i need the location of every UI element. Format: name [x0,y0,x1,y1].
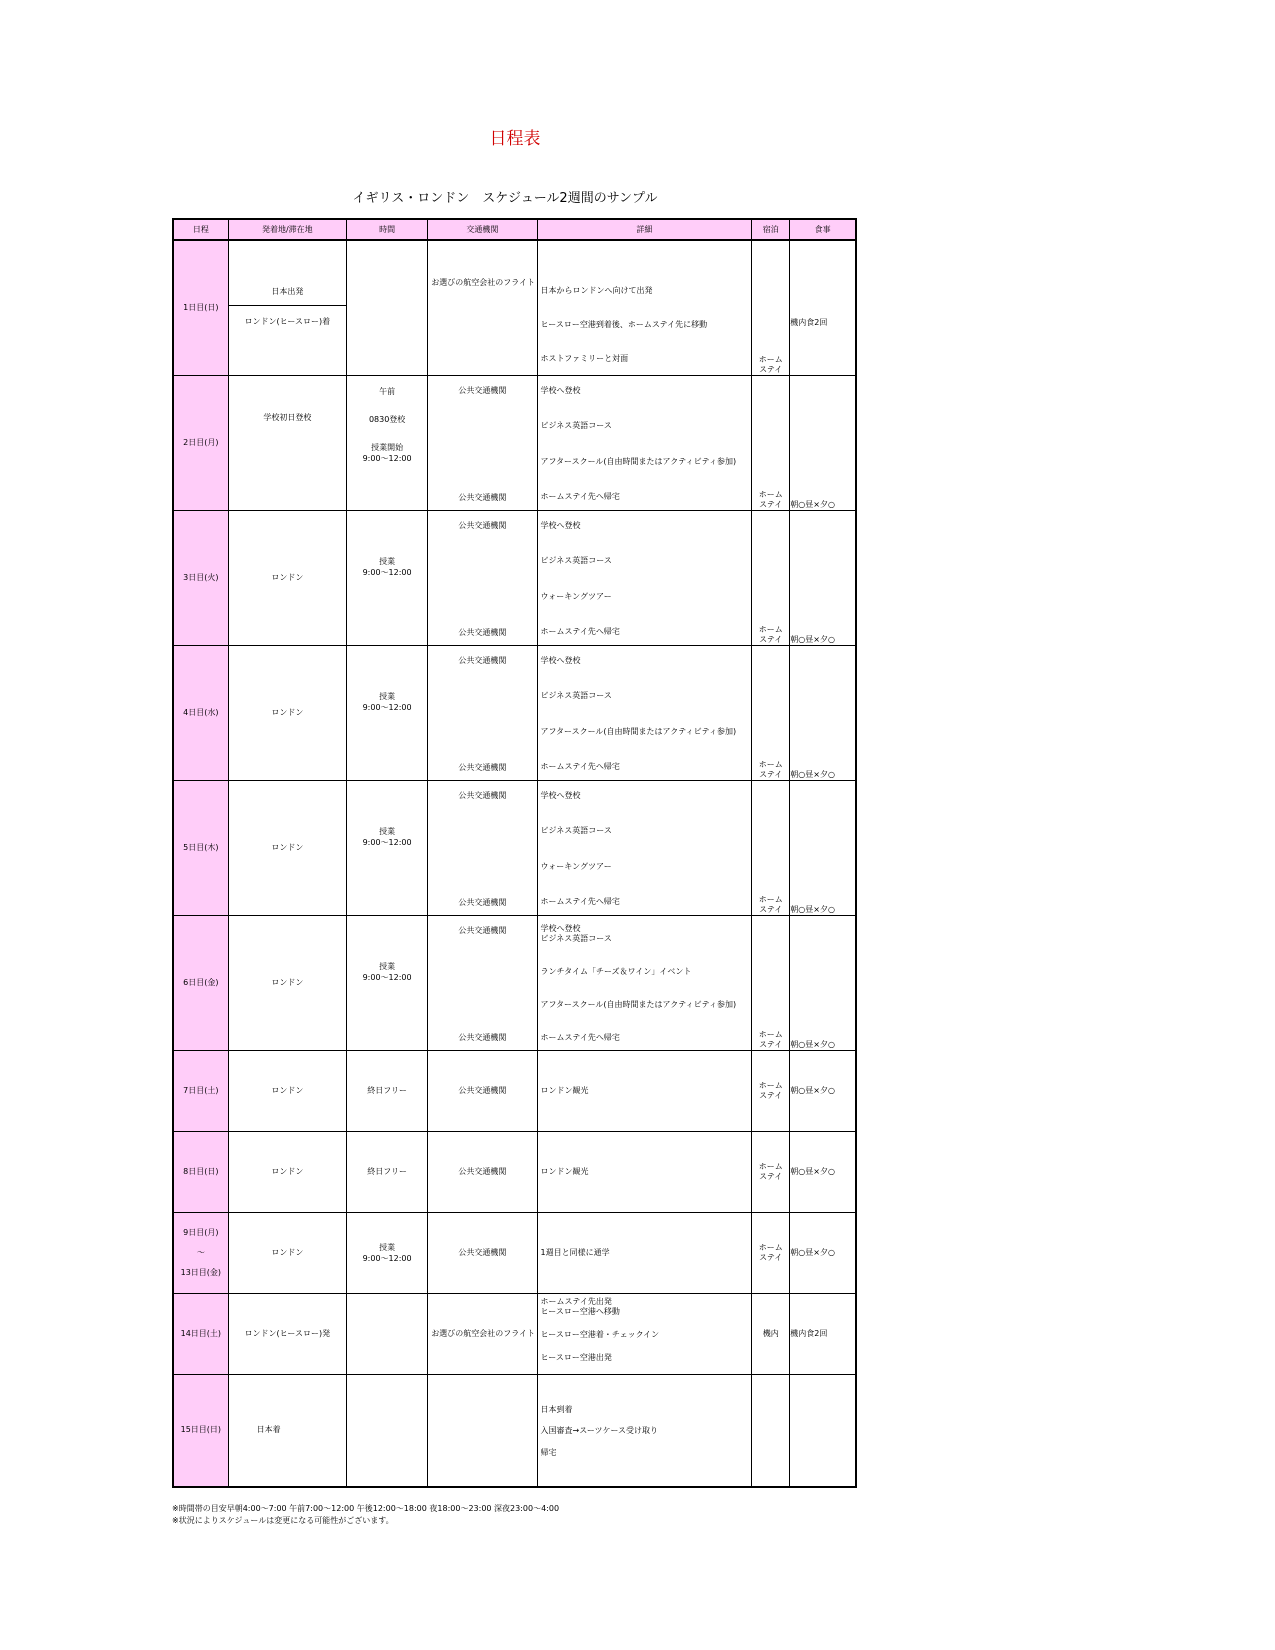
table-row [173,1374,856,1487]
transport-cell [428,915,537,1050]
day-label: 14日目(土) [180,1328,222,1338]
time-label: 午前 [379,386,396,396]
detail-line: ビジネス英語コース [540,556,612,566]
stay-cell [752,1212,790,1293]
time-label: 授業 9:00～12:00 [362,556,412,577]
transport-label: 公共交通機関 [458,790,507,800]
transport-label: 公共交通機関 [458,897,507,907]
transport-label: お選びの航空会社のフライト [431,1328,535,1338]
day-cell [173,1293,228,1374]
footnote-time-ranges: ※時間帯の目安早朝4:00～7:00 午前7:00～12:00 午後12:00～18:00 夜18:00～23:00 深夜23:00～4:00 [172,1504,560,1513]
time-cell [347,1374,428,1487]
details-cell [537,510,752,645]
footnote-change-notice: ※状況によりスケジュールは変更になる可能性がございます。 [172,1516,394,1525]
place-cell [228,645,346,780]
header-time: 時間 [347,219,428,240]
stay-cell [752,1293,790,1374]
place-label: ロンドン [271,1085,304,1095]
day-cell [173,1374,228,1487]
meal-label: 朝○昼×夕○ [790,1085,835,1095]
detail-line: 学校へ登校 [540,790,581,800]
transport-cell [428,375,537,510]
day-label: 8日目(日) [183,1166,219,1176]
transport-label: 公共交通機関 [458,1166,507,1176]
time-cell [347,1212,428,1293]
stay-label: ホーム ステイ [758,1161,783,1181]
time-label: 0830登校 [368,414,406,424]
meal-cell [790,240,856,375]
meal-label: 朝○昼×夕○ [790,769,835,779]
table-row [173,375,856,510]
day-label: 6日目(金) [183,977,219,987]
time-label: 授業 9:00～12:00 [362,961,412,982]
transport-label: 公共交通機関 [458,520,507,530]
meal-cell [790,510,856,645]
details-cell [537,1050,752,1131]
page-subtitle: イギリス・ロンドン スケジュール2週間のサンプル [352,191,658,206]
transport-label: 公共交通機関 [458,1085,507,1095]
table-row [173,915,856,1050]
place-label: ロンドン [271,842,304,852]
meal-label: 朝○昼×夕○ [790,1039,835,1049]
stay-cell [752,915,790,1050]
detail-line: ホームステイ先へ帰宅 [540,627,620,637]
details-cell [537,780,752,915]
stay-cell [752,780,790,915]
table-row [173,240,856,375]
detail-line: ホームステイ先へ帰宅 [540,1032,620,1042]
transport-cell [428,1050,537,1131]
detail-line: ロンドン観光 [540,1166,589,1176]
header-transport: 交通機関 [428,219,537,240]
place-cell [228,915,346,1050]
schedule-table [172,218,857,1488]
time-cell [347,915,428,1050]
transport-cell [428,780,537,915]
header-place: 発着地/滞在地 [228,219,346,240]
place-cell [228,510,346,645]
day-cell [173,510,228,645]
place-label: ロンドン [271,1166,304,1176]
details-cell [537,375,752,510]
detail-line: ホストファミリーと対面 [540,354,629,363]
stay-cell [752,510,790,645]
schedule-body [173,240,856,1487]
day-label: 7日目(土) [183,1085,219,1095]
stay-label: ホーム ステイ [758,1029,783,1049]
transport-cell [428,240,537,375]
day-cell [173,240,228,375]
place-cell [228,1374,346,1487]
detail-line: ビジネス英語コース [540,826,612,836]
meal-cell [790,375,856,510]
place-cell [228,780,346,915]
place-cell [228,1212,346,1293]
page-title: 日程表 [489,129,541,149]
detail-line: 入国審査→スーツケース受け取り [540,1426,659,1435]
day-label: 1日目(日) [183,302,219,312]
time-label: 授業 9:00～12:00 [362,1242,412,1263]
stay-label: ホーム ステイ [758,1242,783,1262]
stay-cell [752,240,790,375]
header-stay: 宿泊 [752,219,790,240]
time-cell [347,375,428,510]
detail-line: 学校へ登校 ビジネス英語コース [540,923,612,943]
detail-line: 日本到着 [540,1404,573,1414]
transport-cell [428,1374,537,1487]
stay-label: ホーム ステイ [758,624,783,644]
transport-cell [428,1293,537,1374]
meal-cell [790,1131,856,1212]
stay-cell [752,1374,790,1487]
detail-line: 日本からロンドンへ向けて出発 [540,286,653,295]
time-cell [347,1131,428,1212]
time-cell [347,645,428,780]
time-label: 終日フリー [367,1167,407,1176]
stay-cell [752,1131,790,1212]
detail-line: ウォーキングツアー [540,861,612,871]
meal-cell [790,915,856,1050]
day-cell [173,645,228,780]
place-cell [228,240,346,375]
place-label: 学校初日登校 [263,412,312,422]
table-row [173,510,856,645]
transport-label: 公共交通機関 [458,1032,507,1042]
place-cell [228,375,346,510]
place-label: ロンドン(ヒースロー)着 [244,317,331,326]
meal-cell [790,1374,856,1487]
place-cell [228,1131,346,1212]
stay-label: 機内 [762,1328,779,1338]
table-row [173,645,856,780]
day-label: 3日目(火) [183,572,219,582]
header-day: 日程 [173,219,228,240]
time-cell [347,1050,428,1131]
transport-cell [428,1212,537,1293]
detail-line: ウォーキングツアー [540,591,612,601]
meal-label: 朝○昼×夕○ [790,1247,835,1257]
day-cell [173,375,228,510]
transport-cell [428,645,537,780]
day-label: 9日目(月) ～ 13日目(金) [180,1227,222,1277]
header-row [173,219,856,240]
table-row [173,780,856,915]
details-cell [537,240,752,375]
meal-cell [790,1050,856,1131]
time-cell [347,510,428,645]
transport-label: 公共交通機関 [458,627,507,637]
detail-line: アフタースクール(自由時間またはアクティビティ参加) [540,456,737,466]
meal-label: 機内食2回 [790,317,828,327]
time-label: 授業 9:00～12:00 [362,691,412,712]
details-cell [537,915,752,1050]
detail-line: 1週目と同様に通学 [540,1247,610,1257]
detail-line: ロンドン観光 [540,1085,589,1095]
header-details: 詳細 [537,219,752,240]
detail-line: ヒースロー空港着・チェックイン [540,1329,660,1339]
stay-cell [752,1050,790,1131]
meal-label: 朝○昼×夕○ [790,1166,835,1176]
detail-line: 学校へ登校 [540,520,581,530]
table-row [173,1050,856,1131]
detail-line: ヒースロー空港到着後、ホームステイ先に移動 [540,320,708,329]
stay-cell [752,645,790,780]
day-label: 4日目(水) [183,707,219,717]
transport-label: 公共交通機関 [458,492,507,502]
day-cell [173,780,228,915]
stay-cell [752,375,790,510]
details-cell [537,1131,752,1212]
transport-label: 公共交通機関 [458,385,507,395]
stay-label: ホーム ステイ [758,894,783,914]
detail-line: ホームステイ先へ帰宅 [540,897,620,907]
place-label: 日本着 [256,1425,281,1435]
time-cell [347,240,428,375]
meal-cell [790,1293,856,1374]
day-cell [173,915,228,1050]
place-label: ロンドン(ヒースロー)発 [244,1328,331,1338]
stay-label: ホーム ステイ [758,1080,783,1100]
transport-label: 公共交通機関 [458,1247,507,1257]
place-label: ロンドン [271,572,304,582]
transport-label: 公共交通機関 [458,762,507,772]
transport-label: 公共交通機関 [458,925,507,935]
place-label: 日本出発 [271,287,304,296]
stay-label: ホーム ステイ [758,759,783,779]
transport-label: 公共交通機関 [458,655,507,665]
day-cell [173,1131,228,1212]
meal-label: 朝○昼×夕○ [790,499,835,509]
header-meal: 食事 [790,219,856,240]
day-label: 5日目(木) [183,842,219,852]
day-cell [173,1212,228,1293]
meal-label: 朝○昼×夕○ [790,634,835,644]
detail-line: 帰宅 [540,1447,557,1457]
detail-line: 学校へ登校 [540,385,581,395]
meal-cell [790,1212,856,1293]
meal-label: 朝○昼×夕○ [790,904,835,914]
detail-line: 学校へ登校 [540,655,581,665]
transport-label: お選びの航空会社のフライト [431,277,535,287]
detail-line: ビジネス英語コース [540,421,612,431]
time-cell [347,780,428,915]
detail-line: ランチタイム「チーズ＆ワイン」イベント [540,966,692,976]
place-label: ロンドン [271,707,304,717]
details-cell [537,1212,752,1293]
place-cell [228,1050,346,1131]
place-cell [228,1293,346,1374]
place-label: ロンドン [271,977,304,987]
time-label: 終日フリー [367,1086,407,1095]
table-row [173,1131,856,1212]
details-cell [537,1293,752,1374]
day-label: 2日目(月) [183,437,219,447]
time-label: 授業 9:00～12:00 [362,826,412,847]
details-cell [537,645,752,780]
time-cell [347,1293,428,1374]
detail-line: ヒースロー空港出発 [540,1352,612,1362]
transport-cell [428,1131,537,1212]
detail-line: ビジネス英語コース [540,691,612,701]
table-row [173,1293,856,1374]
detail-line: ホームステイ先出発 ヒースロー空港へ移動 [540,1296,620,1316]
place-label: ロンドン [271,1247,304,1257]
time-label: 授業開始 9:00～12:00 [362,442,412,463]
stay-label: ホーム ステイ [758,354,783,374]
detail-line: ホームステイ先へ帰宅 [540,762,620,772]
stay-label: ホーム ステイ [758,489,783,509]
details-cell [537,1374,752,1487]
meal-cell [790,780,856,915]
day-cell [173,1050,228,1131]
meal-label: 機内食2回 [790,1328,828,1338]
table-row [173,1212,856,1293]
meal-cell [790,645,856,780]
detail-line: ホームステイ先へ帰宅 [540,492,620,502]
detail-line: アフタースクール(自由時間またはアクティビティ参加) [540,999,737,1009]
detail-line: アフタースクール(自由時間またはアクティビティ参加) [540,726,737,736]
transport-cell [428,510,537,645]
day-label: 15日目(日) [180,1425,222,1435]
